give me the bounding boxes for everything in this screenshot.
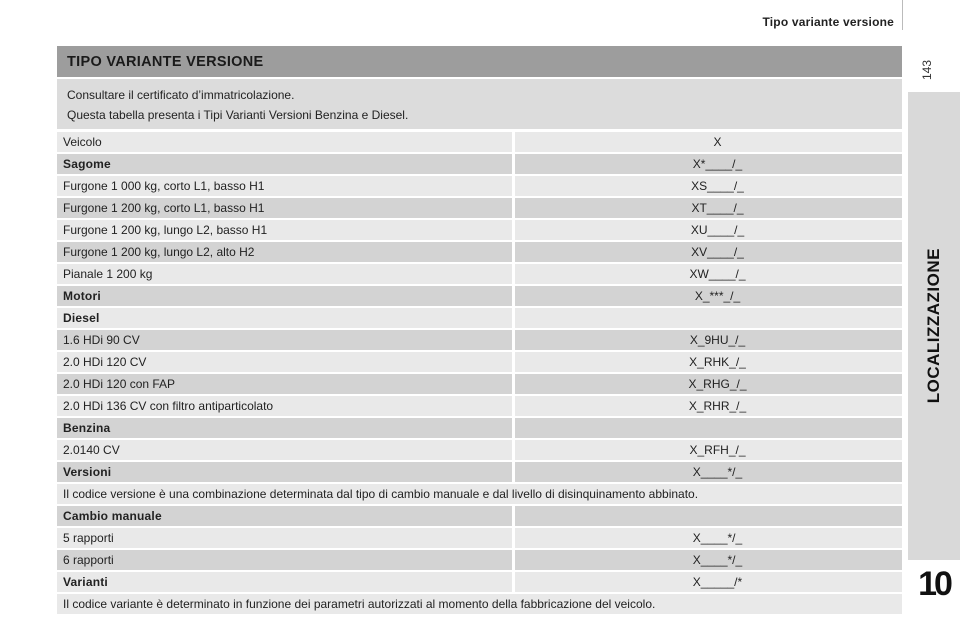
row-label: Furgone 1 200 kg, lungo L2, alto H2 [57,242,512,262]
section-header [57,46,902,77]
table-group-row [57,286,902,306]
chapter-number: 10 [918,564,950,603]
table-row [57,330,902,350]
row-label: Versioni [57,462,512,482]
row-label: Cambio manuale [57,506,512,526]
page-content [57,46,902,616]
row-code: X____*/_ [515,528,902,548]
row-code [515,506,902,526]
row-label: Diesel [57,308,512,328]
row-code: X_RHG_/_ [515,374,902,394]
table-note-row [57,484,902,504]
table-row [57,198,902,218]
row-code: X_9HU_/_ [515,330,902,350]
table-group-row [57,572,902,592]
row-label: 2.0140 CV [57,440,512,460]
row-code [515,308,902,328]
row-label: 2.0 HDi 136 CV con filtro antiparticolato [57,396,512,416]
table-row [57,242,902,262]
row-code: X_RHR_/_ [515,396,902,416]
page-number: 143 [920,59,934,80]
row-code: XV____/_ [515,242,902,262]
row-code: XS____/_ [515,176,902,196]
row-label: 2.0 HDi 120 con FAP [57,374,512,394]
table-row [57,528,902,548]
row-code: X____*/_ [515,462,902,482]
row-code: XT____/_ [515,198,902,218]
table-row [57,440,902,460]
table-row [57,132,902,152]
row-label: Varianti [57,572,512,592]
table-row [57,220,902,240]
row-label: Veicolo [57,132,512,152]
table-group-row [57,506,902,526]
row-code: X*____/_ [515,154,902,174]
table-group-row [57,308,902,328]
table-note: Il codice variante è determinato in funzione dei parametri autorizzati al momento della fabbricazione del veicolo. [57,594,902,614]
intro-line: Consultare il certificato d’immatricolazione. [67,88,295,102]
variant-table [57,132,902,616]
row-label: Furgone 1 000 kg, corto L1, basso H1 [57,176,512,196]
chapter-label: LOCALIZZAZIONE [924,248,943,404]
row-code: X_____/* [515,572,902,592]
row-code: X_RFH_/_ [515,440,902,460]
row-label: Motori [57,286,512,306]
row-label: 6 rapporti [57,550,512,570]
table-group-row [57,462,902,482]
row-label: Benzina [57,418,512,438]
row-label: 1.6 HDi 90 CV [57,330,512,350]
row-label: Sagome [57,154,512,174]
table-row [57,374,902,394]
table-note-row [57,594,902,614]
row-code: XU____/_ [515,220,902,240]
row-code: X_***_/_ [515,286,902,306]
row-label: Furgone 1 200 kg, lungo L2, basso H1 [57,220,512,240]
intro-box [57,79,902,129]
row-label: Pianale 1 200 kg [57,264,512,284]
row-code: X [515,132,902,152]
table-row [57,264,902,284]
section-title: TIPO VARIANTE VERSIONE [67,53,264,70]
chapter-tab-label [908,92,960,560]
row-label: Furgone 1 200 kg, corto L1, basso H1 [57,198,512,218]
table-note: Il codice versione è una combinazione determinata dal tipo di cambio manuale e dal livello di disinquinamento abbinato. [57,484,902,504]
row-code [515,418,902,438]
running-head: Tipo variante versione [762,15,894,29]
row-label: 2.0 HDi 120 CV [57,352,512,372]
table-row [57,550,902,570]
row-code: X____*/_ [515,550,902,570]
row-code: X_RHK_/_ [515,352,902,372]
row-code: XW____/_ [515,264,902,284]
table-group-row [57,154,902,174]
intro-line: Questa tabella presenta i Tipi Varianti Versioni Benzina e Diesel. [67,108,409,122]
row-label: 5 rapporti [57,528,512,548]
table-group-row [57,418,902,438]
table-row [57,176,902,196]
top-divider [902,0,903,30]
table-row [57,396,902,416]
table-row [57,352,902,372]
